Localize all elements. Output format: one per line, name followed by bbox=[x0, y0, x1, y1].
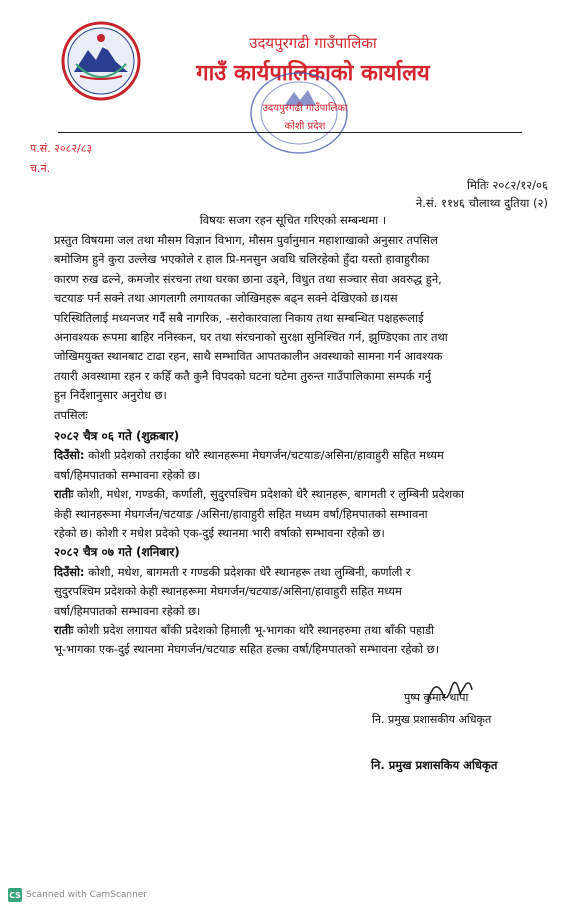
date-nepal-sambat: ने.सं. ११४६ चौलाथ्व दुतिया (२) bbox=[415, 196, 548, 210]
camscanner-text: Scanned with CamScanner bbox=[26, 890, 148, 900]
intro-line: अनावश्यक रूपमा बाहिर ननिस्कन, घर तथा संरचनाको सुरक्षा सुनिश्चित गर्न, झुण्डिएका तार तथा bbox=[54, 330, 448, 345]
stamp-line-1: उदयपुरगढी गाउँपालिका bbox=[262, 103, 348, 114]
day1-night-text: रहेको छ। कोशी र मधेश प्रदेको एक-दुई स्थानमा भारी वर्षाको सम्भावना रहेको छ। bbox=[54, 526, 385, 541]
intro-line: तयारी अवस्थामा रहन र कहिँ कतै कुनै विपदको घटना घटेमा तुरुन्त गाउँपालिकामा सम्पर्क गर्नु bbox=[54, 368, 431, 383]
camscanner-logo-icon: CS bbox=[8, 888, 22, 902]
date-bs: मितिः २०८२/१२/०६ bbox=[467, 178, 548, 192]
intro-line: परिस्थितिलाई मध्यनजर गर्दै सबै नागरिक, -सरोकारवाला निकाय तथा सम्बन्धित पक्षहरूलाई bbox=[54, 310, 424, 325]
subject-line: विषयः सजग रहन सूचित गरिएको सम्बन्धमा । bbox=[199, 213, 387, 227]
reference-number: प.सं. २०८२/८३ bbox=[30, 142, 93, 155]
intro-line: प्रस्तुत विषयमा जल तथा मौसम विज्ञान विभाग, मौसम पुर्वानुमान महाशाखाको अनुसार तपसिल bbox=[54, 233, 438, 247]
header-divider bbox=[58, 132, 522, 133]
day2-heading: २०८२ चैत्र ०७ गते (शनिबार) bbox=[54, 545, 180, 560]
day1-day-text: कोशी प्रदेशको तराईका थोरै स्थानहरूमा मेघगर्जन/चटयाङ/असिना/हावाहुरी सहित मध्यम bbox=[84, 448, 444, 463]
signer-title: नि. प्रमुख प्रशासकीय अधिकृत bbox=[372, 713, 492, 726]
forecast-section bbox=[54, 427, 558, 660]
day2-day-text: कोशी, मधेश, बागमती र गण्डकी प्रदेशका धेरै स्थानहरू तथा लुम्बिनी, कर्णाली र bbox=[84, 564, 411, 579]
office-name: गाउँ कार्यपालिकाको कार्यालय bbox=[196, 61, 430, 86]
intro-line: जोखिमयुक्त स्थानबाट टाढा रहन, साथै सम्भावित आपतकालीन अवस्थाको सामना गर्न आवश्यक bbox=[54, 349, 443, 364]
day1-night-label: रातीः bbox=[54, 487, 74, 502]
day1-night-text: केही स्थानहरूमा मेघगर्जन/चटयाङ /असिना/हावाहुरी सहित मध्यम वर्षा/हिमपातको सम्भावना bbox=[54, 506, 428, 521]
dispatch-number: च.नं. bbox=[30, 162, 51, 175]
day2-night-label: रातीः bbox=[54, 623, 74, 638]
day2-night-text: भू-भागका एक-दुई स्थानमा मेघगर्जन/चटयाङ सहित हल्का वर्षा/हिमपातको सम्भावना रहेको छ। bbox=[54, 642, 440, 657]
camscanner-watermark bbox=[8, 888, 147, 902]
intro-line: बमोजिम हुने कुरा उल्लेख भएकोले र हाल प्रि-मनसुन अवधि चलिरहेको हुँदा यस्तो हावाहुरीका bbox=[54, 252, 430, 267]
stamp-line-2: कोशी प्रदेश bbox=[284, 121, 326, 132]
intro-line: कारण रुख ढल्ने, कमजोर संरचना तथा घरका छाना उड्ने, विधुत तथा सञ्चार सेवा अवरुद्ध हुने, bbox=[54, 271, 442, 286]
intro-line: हुन निर्देशानुसार अनुरोध छ। bbox=[54, 388, 167, 403]
day1-night-text: कोशी, मधेश, गण्डकी, कर्णाली, सुदुरपश्चिम प्रदेशको धेरै स्थानहरू, बागमती र लुम्बिनी प्रदेशका bbox=[73, 487, 465, 502]
signer-name: पुष्प कुमार थापा bbox=[404, 691, 469, 704]
intro-paragraph bbox=[54, 231, 558, 425]
signer-title-stamp: नि. प्रमुख प्रशासकिय अधिकृत bbox=[371, 758, 498, 772]
day2-day-text: सुदुरपश्चिम प्रदेशको केही स्थानहरूमा मेघगर्जन/चटयाङ/असिना/हावाहुरी सहित मध्यम bbox=[54, 584, 402, 599]
day1-heading: २०८२ चैत्र ०६ गते (शुक्रबार) bbox=[54, 429, 180, 443]
intro-line: चटयाङ पर्न सक्ने तथा आगलागी लगायतका जोखिमहरू बढ्न सक्ने देखिएको छ।यस bbox=[54, 291, 398, 306]
day1-day-label: दिउँसो: bbox=[54, 448, 85, 463]
day2-day-label: दिउँसो: bbox=[54, 564, 85, 579]
municipality-name: उदयपुरगढी गाउँपालिका bbox=[249, 34, 377, 52]
tapasil-label: तपसिलः bbox=[54, 407, 88, 422]
day2-night-text: कोशी प्रदेश लगायत बाँकी प्रदेशको हिमाली भू-भागका थोरै स्थानहरुमा तथा बाँकी पहाडी bbox=[73, 623, 435, 638]
day1-day-text: वर्षा/हिमपातको सम्भावना रहेको छ। bbox=[54, 467, 201, 482]
day2-day-text: वर्षा/हिमपातको सम्भावना रहेको छ। bbox=[54, 603, 201, 618]
